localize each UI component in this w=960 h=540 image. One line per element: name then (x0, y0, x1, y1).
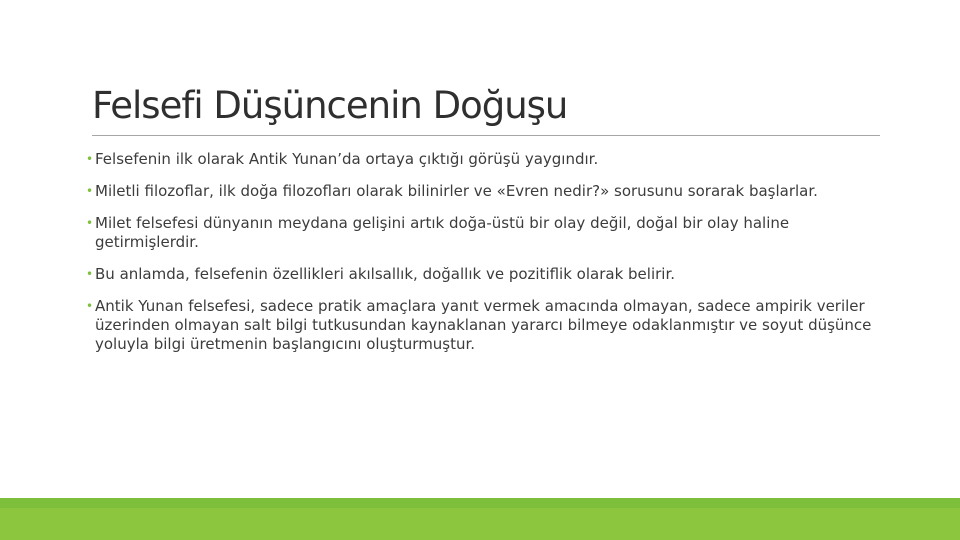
bullet-marker: • (86, 216, 94, 230)
bullet-item (86, 150, 886, 169)
bullet-marker: • (86, 152, 94, 166)
bullet-item (86, 214, 886, 252)
slide-title: Felsefi Düşüncenin Doğuşu (92, 84, 568, 127)
bullet-marker: • (86, 267, 94, 281)
bullet-text: Miletli filozoflar, ilk doğa filozofları olarak bilinirler ve «Evren nedir?» sorusunu sorarak başlarlar. (95, 182, 818, 200)
bullet-text: Felsefenin ilk olarak Antik Yunan’da ortaya çıktığı görüşü yaygındır. (95, 150, 599, 168)
bullet-marker: • (86, 299, 94, 313)
bullet-item (86, 297, 886, 354)
footer-accent-bar (0, 498, 960, 508)
footer-band (0, 508, 960, 540)
bullet-item (86, 182, 886, 201)
bullet-text: Antik Yunan felsefesi, sadece pratik amaçlara yanıt vermek amacında olmayan, sadece ampirik veriler üzerinden olmayan salt bilgi tutkusundan kaynaklanan yararcı bilmeye odaklanmıştır ve soyut düşünce yoluyla bilgi üretmenin başlangıcını oluşturmuştur. (95, 297, 872, 353)
bullet-list (86, 150, 886, 367)
bullet-marker: • (86, 184, 94, 198)
bullet-text: Milet felsefesi dünyanın meydana gelişini artık doğa-üstü bir olay değil, doğal bir olay haline getirmişlerdir. (95, 214, 790, 251)
bullet-item (86, 265, 886, 284)
title-divider (92, 135, 880, 136)
bullet-text: Bu anlamda, felsefenin özellikleri akılsallık, doğallık ve pozitiflik olarak belirir. (95, 265, 676, 283)
